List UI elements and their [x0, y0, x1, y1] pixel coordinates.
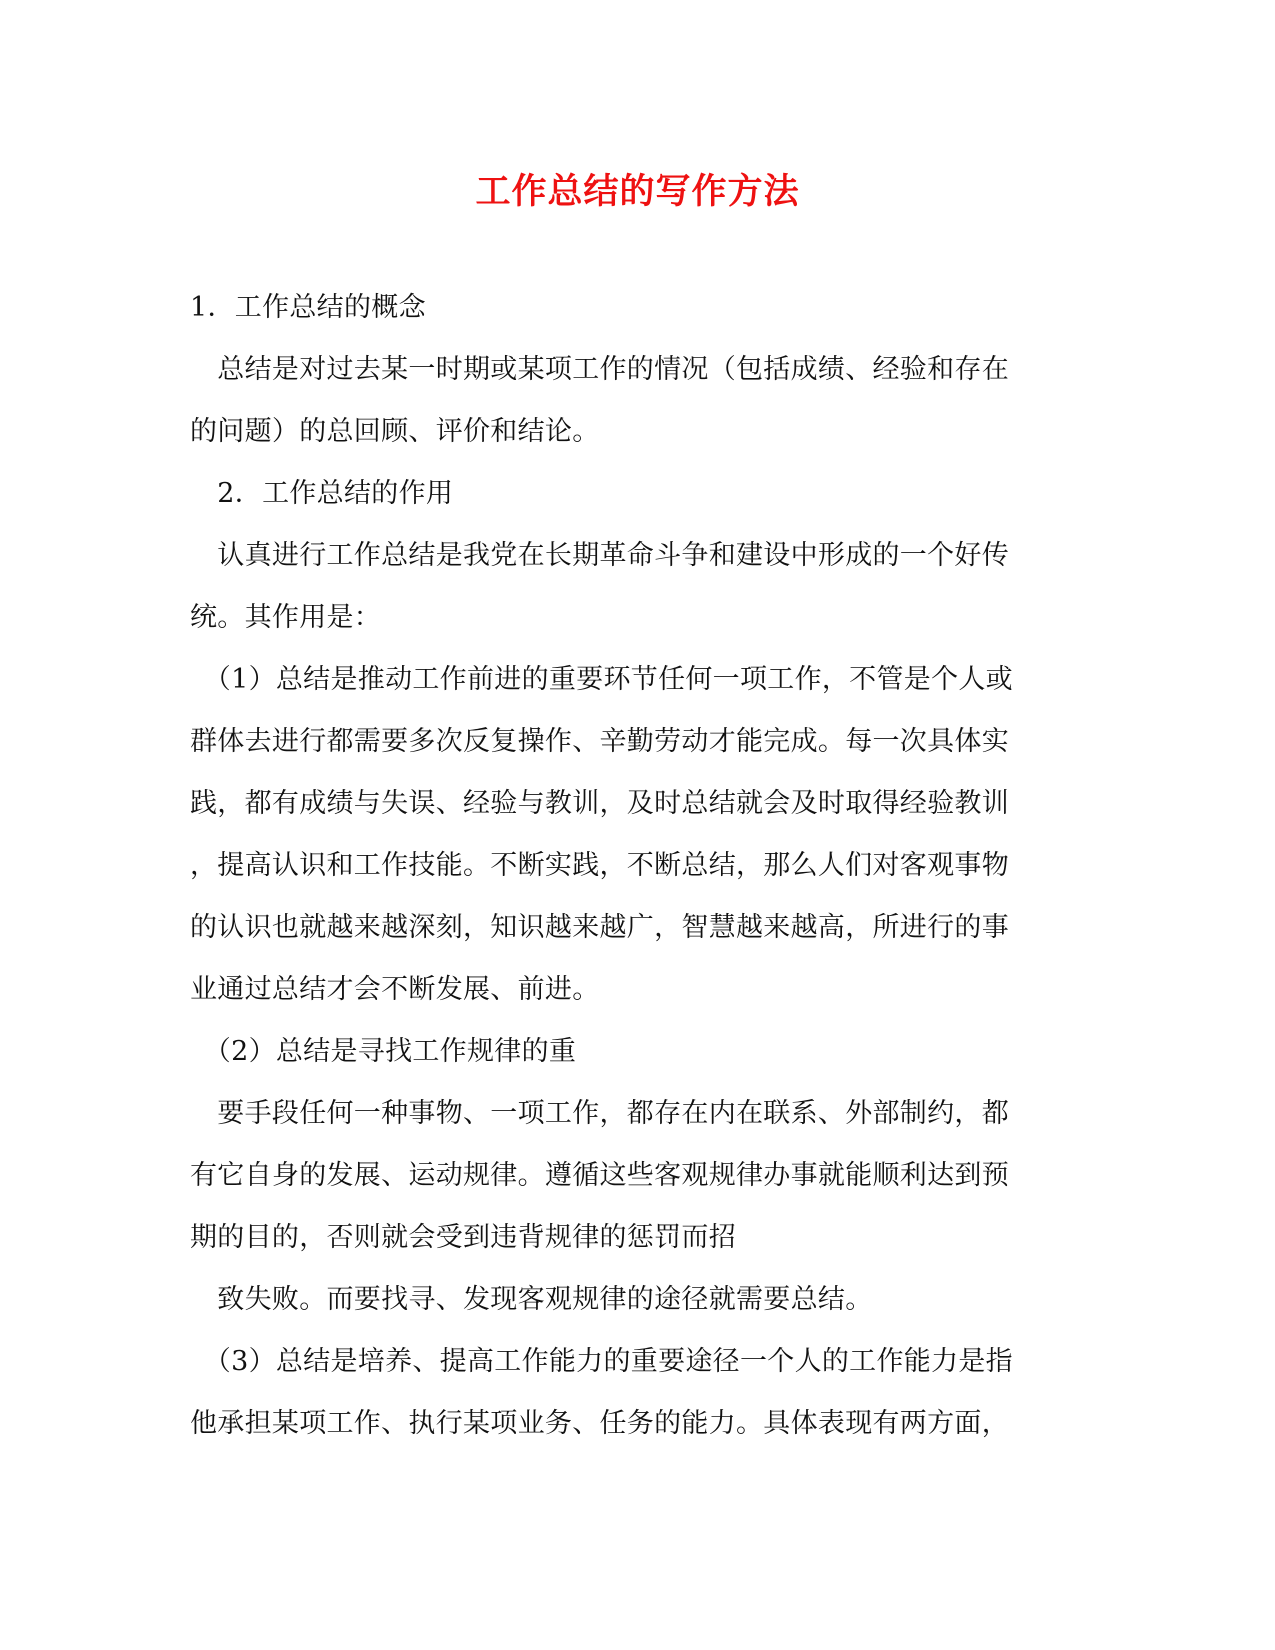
text-line: 有它自身的发展、运动规律。遵循这些客观规律办事就能顺利达到预: [190, 1160, 1009, 1191]
text-line: 统。其作用是：: [190, 602, 382, 633]
text-line: 认真进行工作总结是我党在长期革命斗争和建设中形成的一个好传: [190, 540, 1009, 571]
text-line: 的问题）的总回顾、评价和结论。: [190, 416, 600, 447]
document-title: 工作总结的写作方法: [475, 171, 800, 212]
text-line: 1．工作总结的概念: [190, 292, 426, 323]
text-line: ，提高认识和工作技能。不断实践，不断总结，那么人们对客观事物: [190, 850, 1009, 881]
text-line: 的认识也就越来越深刻，知识越来越广，智慧越来越高，所进行的事: [190, 912, 1009, 943]
text-line: （1）总结是推动工作前进的重要环节任何一项工作，不管是个人或: [190, 664, 1013, 695]
text-line: （2）总结是寻找工作规律的重: [190, 1036, 577, 1067]
text-line: 致失败。而要找寻、发现客观规律的途径就需要总结。: [190, 1284, 873, 1315]
text-line: 期的目的，否则就会受到违背规律的惩罚而招: [190, 1222, 736, 1253]
text-line: 要手段任何一种事物、一项工作，都存在内在联系、外部制约，都: [190, 1098, 1009, 1129]
text-line: 业通过总结才会不断发展、前进。: [190, 974, 600, 1005]
text-line: 群体去进行都需要多次反复操作、辛勤劳动才能完成。每一次具体实: [190, 726, 1009, 757]
text-line: 总结是对过去某一时期或某项工作的情况（包括成绩、经验和存在: [190, 354, 1009, 385]
text-line: 2．工作总结的作用: [190, 478, 454, 509]
text-line: 他承担某项工作、执行某项业务、任务的能力。具体表现有两方面，: [190, 1408, 1009, 1439]
text-line: 践，都有成绩与失误、经验与教训，及时总结就会及时取得经验教训: [190, 788, 1009, 819]
text-line: （3）总结是培养、提高工作能力的重要途径一个人的工作能力是指: [190, 1346, 1013, 1377]
